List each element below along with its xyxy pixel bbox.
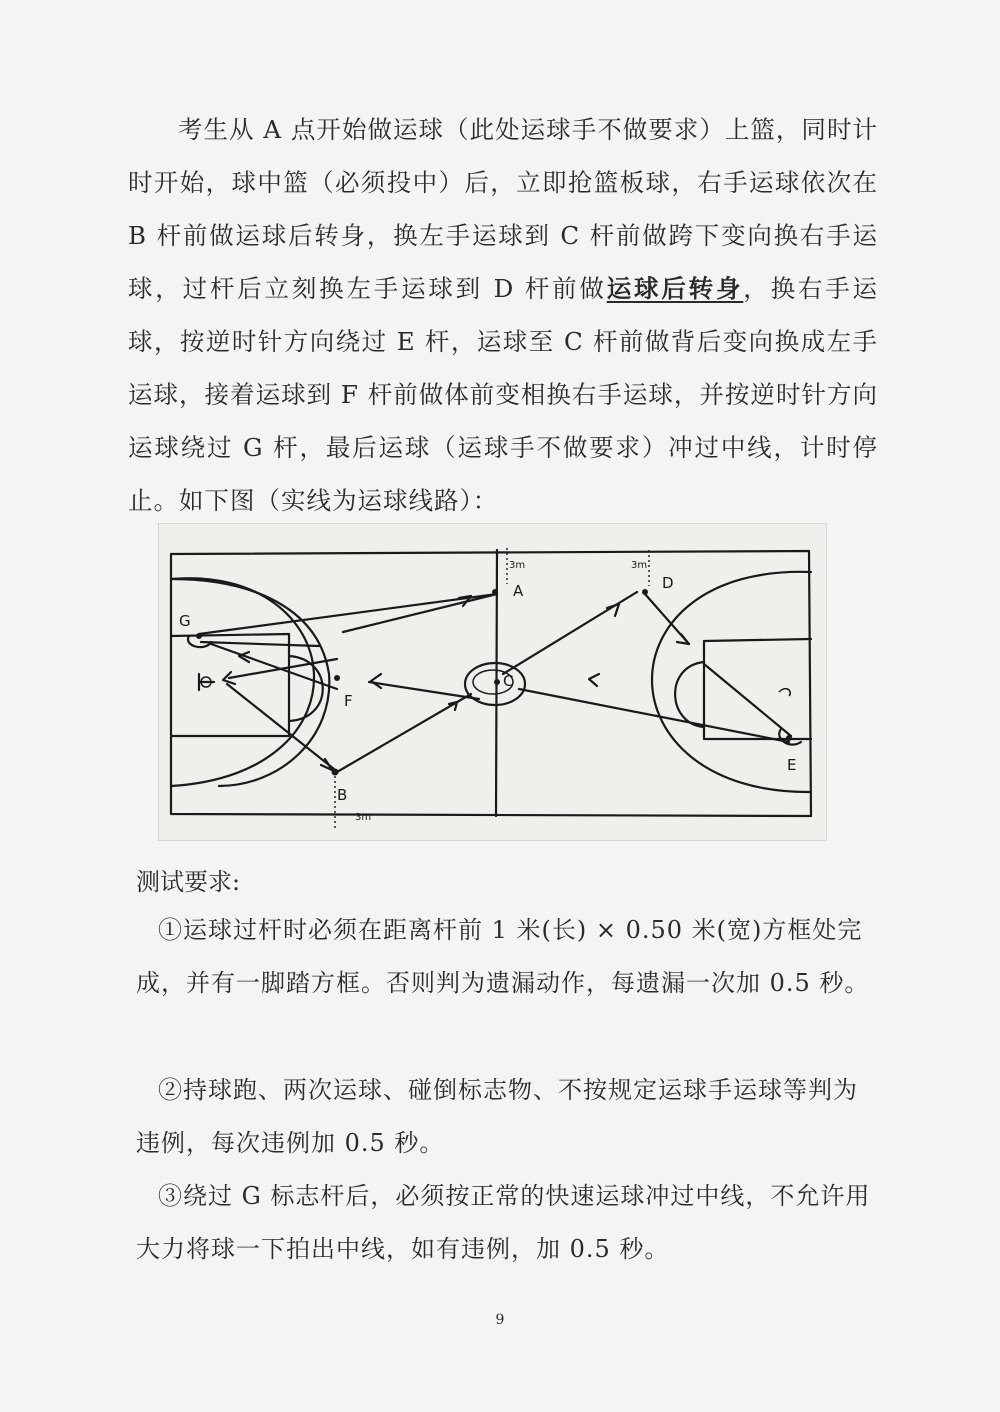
arrowhead-f bbox=[371, 674, 381, 688]
pole-f bbox=[334, 675, 340, 681]
label-g: G bbox=[179, 612, 191, 630]
path-key-to-e bbox=[704, 664, 791, 736]
right-key bbox=[704, 639, 811, 739]
requirement-2: ②持球跑、两次运球、碰倒标志物、不按规定运球手运球等判为违例，每次违例加 0.5 秒。 bbox=[136, 1076, 858, 1157]
right-ft-circle bbox=[675, 662, 704, 727]
label-f: F bbox=[344, 692, 353, 710]
label-c: C bbox=[503, 672, 514, 690]
court-diagram-svg bbox=[159, 524, 826, 840]
path-to-a bbox=[343, 594, 497, 632]
pole-e bbox=[786, 735, 792, 741]
label-e: E bbox=[787, 756, 797, 774]
requirement-1: ①运球过杆时必须在距离杆前 1 米(长) × 0.50 米(宽)方框处完成，并有一脚踏方框。否则判为遗漏动作，每遗漏一次加 0.5 秒。 bbox=[136, 916, 870, 997]
right-basket-mark bbox=[779, 689, 790, 696]
pole-g bbox=[196, 633, 202, 639]
arrowhead-e-c bbox=[589, 674, 599, 686]
intro-text-part2: ，换右手运球，按逆时针方向绕过 E 杆，运球至 C 杆前做背后变向换成左手运球，接着运球到 F 杆前做体前变相换右手运球，并按逆时针方向运球绕过 G 杆，最后运球（运球手不做要求）冲过中线，计时停止。如下图（实线为运球线路）： bbox=[128, 274, 879, 515]
label-b: B bbox=[337, 786, 348, 804]
pole-a bbox=[492, 589, 498, 595]
left-three-point-arc bbox=[171, 578, 314, 786]
label-d: D bbox=[662, 574, 674, 592]
path-g-to-f bbox=[201, 642, 319, 646]
label-3m-d: 3m bbox=[631, 560, 648, 571]
label-3m-b: 3m bbox=[355, 812, 372, 823]
path-g-to-a bbox=[199, 594, 497, 634]
path-b-to-c bbox=[337, 694, 471, 772]
pole-d bbox=[642, 589, 648, 595]
path-f-to-c bbox=[369, 682, 479, 699]
intro-paragraph bbox=[128, 103, 878, 527]
court-diagram bbox=[159, 524, 826, 840]
page-number: 9 bbox=[495, 1312, 505, 1328]
requirements-title: 测试要求: bbox=[136, 868, 241, 896]
pole-c bbox=[494, 679, 500, 685]
label-3m-a: 3m bbox=[509, 560, 526, 571]
intro-bold-term: 运球后转身 bbox=[606, 274, 744, 303]
pole-b bbox=[332, 769, 339, 776]
label-a: A bbox=[513, 582, 524, 600]
intro-text-part1: 考生从 A 点开始做运球（此处运球手不做要求）上篮，同时计时开始，球中篮（必须投中）后，立即抢篮板球，右手运球依次在 B 杆前做运球后转身，换左手运球到 C 杆前做跨下变向换右手运球，过杆后立刻换左手运球到 D 杆前做 bbox=[128, 115, 878, 303]
arrowhead-d bbox=[677, 634, 689, 644]
requirement-3: ③绕过 G 标志杆后，必须按正常的快速运球冲过中线，不允许用大力将球一下拍出中线，如有违例，加 0.5 秒。 bbox=[136, 1182, 871, 1263]
left-arc-shade bbox=[171, 579, 329, 786]
